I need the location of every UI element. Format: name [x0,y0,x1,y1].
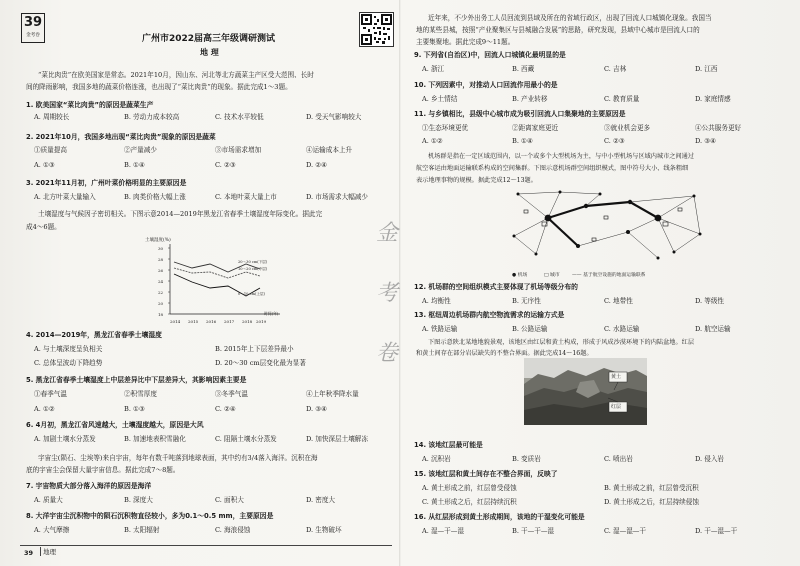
footer-subject: 地理 [40,547,58,556]
page-title: 广州市2022届高三年级调研测试 [142,34,276,44]
question-16: 16. 从红层形成到黄土形成期间，该地的干湿变化可能是 [414,513,585,521]
q6-option-b[interactable]: B. 加速地表积雪融化 [124,435,186,443]
chart-xtick-2017: 2017 [224,319,235,324]
q15-option-c[interactable]: C. 黄土形成之后，红层持续沉积 [422,498,517,506]
q10-option-a[interactable]: A. 乡土情结 [422,95,458,103]
exam-badge [21,13,45,43]
q10-option-d[interactable]: D. 家庭情感 [695,95,731,103]
qr-code [359,12,394,47]
q9-option-a[interactable]: A. 浙江 [422,65,445,73]
q3-option-a[interactable]: A. 北方叶菜大量输入 [34,193,96,201]
q6-option-d[interactable]: D. 加快深层土壤解冻 [306,435,368,443]
q16-option-c[interactable]: C. 湿—湿—干 [604,527,646,535]
question-7: 7. 宇宙物质大部分落入海洋的原因是海洋 [26,482,152,490]
q11-item-1: ①生态环境更优 [422,124,469,132]
chart-y-label: 土壤湿度(%) [145,238,171,243]
chart-ytick-30: 30 [158,246,164,251]
q11-option-c[interactable]: C. ②③ [604,137,625,145]
q14-option-c[interactable]: C. 喷出岩 [604,455,633,463]
q14-option-a[interactable]: A. 沉积岩 [422,455,451,463]
q5-item-1: ①春季气温 [34,390,67,398]
intro-dust-line2: 底的宇宙尘会保留大量宇宙信息。据此完成7～8题。 [26,466,180,474]
intro-dust-line1: 宇宙尘(陨石、尘埃等)来自宇宙，每年有数千吨落到地球表面，其中约有3/4落入海洋。沉积在海 [38,454,318,462]
q15-option-a[interactable]: A. 黄土形成之前，红层曾受侵蚀 [422,484,517,492]
airport-network-diagram [508,188,708,272]
question-2: 2. 2021年10月，我国多地出现“菜比肉贵”现象的原因是蔬菜 [26,133,216,141]
intro-migration-line2: 地的某些县城，按照“产业聚集区与县城融合发展”的思路，研究发现，县域中心城市是回流人口的 [416,26,700,34]
photo-label-redbed: 红层 [611,404,622,410]
legend-airport: ● 机场 [512,273,528,278]
q3-option-c[interactable]: C. 本地叶菜大量上市 [215,193,277,201]
q2-option-a[interactable]: A. ①③ [34,161,55,169]
q2-option-b[interactable]: B. ①④ [124,161,145,169]
chart-legend-middle: 10～20 cm(中层) [238,267,268,271]
chart-xtick-2014: 2014 [170,319,181,324]
question-13: 13. 枢纽周边机场群内航空物流需求的运输方式是 [414,311,565,319]
q9-option-c[interactable]: C. 吉林 [604,65,627,73]
q1-option-b[interactable]: B. 劳动力成本较高 [124,113,180,121]
q1-option-d[interactable]: D. 受天气影响较大 [306,113,362,121]
soil-moisture-chart [140,234,290,326]
question-3: 3. 2021年11月初，广州叶菜价格明显的主要原因是 [26,179,187,187]
q5-option-b[interactable]: B. ①③ [124,405,145,413]
q7-option-b[interactable]: B. 深度大 [124,496,153,504]
q13-option-b[interactable]: B. 公路运输 [512,325,548,333]
q5-option-c[interactable]: C. ②④ [215,405,236,413]
q10-option-c[interactable]: C. 教育质量 [604,95,640,103]
q7-option-d[interactable]: D. 密度大 [306,496,336,504]
question-9: 9. 下列省(自治区)中，回流人口城镇化最明显的是 [414,51,566,59]
intro-redbed-line1: 下图示意陕北某地地貌景观，该地区由红层和黄土构成，形成于风成沙漠环境下的内陆盆地。红层 [428,339,695,346]
chart-legend-upper: 0～10 cm(上层) [238,292,266,296]
q3-option-b[interactable]: B. 肉类价格大幅上涨 [124,193,186,201]
intro-vegetable-line2: 间的降雨影响，我国多地的蔬菜价格连涨，也出现了“菜比肉贵”的现象。据此完成1～3题。 [26,83,292,91]
question-12: 12. 机场群的空间组织模式主要体现了机场等级分布的 [414,283,578,291]
q8-option-c[interactable]: C. 海浪侵蚀 [215,526,251,534]
svg-text:考: 考 [375,281,399,306]
watermark-stamp [372,210,402,370]
photo-label-loess: 黄土 [611,374,622,380]
q5-item-4: ④上年秋季降水量 [306,390,359,398]
q11-option-d[interactable]: D. ③④ [695,137,717,145]
q11-option-a[interactable]: A. ①② [422,137,443,145]
q5-option-d[interactable]: D. ③④ [306,405,328,413]
question-15: 15. 该地红层和黄土间存在不整合界面，反映了 [414,470,558,478]
q11-option-b[interactable]: B. ①④ [512,137,533,145]
question-4: 4. 2014—2019年，黑龙江省春季土壤湿度 [26,331,162,339]
intro-airport-line3: 表示地理事物的规模。据此完成12～13题。 [416,177,537,184]
question-11: 11. 与乡镇相比，县级中心城市成为吸引回流人口集聚地的主要原因是 [414,110,626,118]
q4-option-c[interactable]: C. 总体呈波动下降趋势 [34,359,103,367]
question-10: 10. 下列因素中，对推动人口回流作用最小的是 [414,81,558,89]
q8-option-d[interactable]: D. 生物破坏 [306,526,342,534]
intro-airport-line2: 航空客运由地面运输联系构成的空间集群。下图示意机场群空间组织模式，图中符号大小、线条粗细 [416,165,689,172]
q14-option-b[interactable]: B. 变质岩 [512,455,541,463]
q13-option-d[interactable]: D. 航空运输 [695,325,731,333]
q6-option-c[interactable]: C. 阻隔土壤水分蒸发 [215,435,277,443]
q14-option-d[interactable]: D. 侵入岩 [695,455,725,463]
q16-option-a[interactable]: A. 湿—干—湿 [422,527,464,535]
q1-option-a[interactable]: A. 周期较长 [34,113,70,121]
chart-ytick-26: 26 [158,268,164,273]
q2-item-4: ④运输成本上升 [306,146,353,154]
svg-text:卷: 卷 [375,341,399,366]
q7-option-c[interactable]: C. 面积大 [215,496,244,504]
q13-option-a[interactable]: A. 铁路运输 [422,325,458,333]
q12-option-d[interactable]: D. 等级性 [695,297,725,305]
q16-option-b[interactable]: B. 干—干—湿 [512,527,555,535]
q2-option-c[interactable]: C. ②③ [215,161,236,169]
chart-ytick-22: 22 [158,290,164,295]
q8-option-b[interactable]: B. 太阳辐射 [124,526,160,534]
question-8: 8. 大洋宇宙尘沉积物中的陨石沉积物直径较小，多为0.1～0.5 mm，主要原因是 [26,512,274,520]
question-5: 5. 黑龙江省春季土壤湿度上中层差异比中下层差异大，其影响因素主要是 [26,376,247,384]
q13-option-c[interactable]: C. 水路运输 [604,325,640,333]
q12-option-a[interactable]: A. 均衡性 [422,297,451,305]
svg-text:金: 金 [375,221,399,246]
q4-option-a[interactable]: A. 与土壤深度呈负相关 [34,345,103,353]
q1-option-c[interactable]: C. 技术水平较低 [215,113,264,121]
badge-label: 金考卷 [26,33,40,38]
chart-ytick-20: 20 [158,301,164,306]
chart-xtick-2015: 2015 [188,319,199,324]
subject-title: 地 理 [200,48,219,57]
q4-option-b[interactable]: B. 2015年上下层差异最小 [215,345,294,353]
intro-soil-line2: 成4～6题。 [26,223,61,231]
question-6: 6. 4月初，黑龙江省风速越大，土壤湿度越大，原因是大风 [26,421,204,429]
chart-x-unit: 时间(年) [264,311,279,316]
q12-option-c[interactable]: C. 地带性 [604,297,633,305]
q11-item-3: ③就业机会更多 [604,124,651,132]
chart-xtick-2019: 2019 [256,319,267,324]
page-number: 39 [24,549,34,557]
intro-vegetable-line1: “菜比肉贵”在欧美国家是常态。2021年10月，因山东、河北等北方蔬菜主产区受大范围、长时 [38,71,314,79]
q2-item-3: ③市场需求增加 [215,146,262,154]
q5-option-a[interactable]: A. ①② [34,405,55,413]
intro-migration-line1: 近年来，不少外出务工人员回流到县域及所在的省域行政区，出现了回流人口城镇化现象。我国当 [428,14,712,22]
q7-option-a[interactable]: A. 质量大 [34,496,63,504]
q2-option-d[interactable]: D. ②④ [306,161,328,169]
chart-ytick-28: 28 [158,257,164,262]
q16-option-d[interactable]: D. 干—湿—干 [695,527,738,535]
chart-ytick-18: 18 [158,312,164,317]
badge-number: 39 [23,15,43,30]
right-page [400,0,800,566]
q12-option-b[interactable]: B. 无序性 [512,297,541,305]
q9-option-d[interactable]: D. 江西 [695,65,718,73]
q2-item-2: ②产量减少 [124,146,157,154]
q10-option-b[interactable]: B. 产业转移 [512,95,548,103]
question-14: 14. 该地红层最可能是 [414,441,483,449]
chart-xtick-2016: 2016 [206,319,217,324]
q4-option-d[interactable]: D. 20～30 cm层变化最为显著 [215,359,306,367]
legend-city: □ 城市 [544,273,560,278]
question-1: 1. 欧美国家“菜比肉贵”的原因是蔬菜生产 [26,101,154,109]
intro-redbed-line2: 和黄土间存在部分岩层缺失的不整合界面。据此完成14～16题。 [416,350,593,357]
q5-item-3: ③冬季气温 [215,390,248,398]
chart-xtick-2018: 2018 [242,319,253,324]
q15-option-d[interactable]: D. 黄土形成之后，红层持续侵蚀 [604,498,699,506]
chart-legend-lower: 20～30 cm(下层) [238,260,268,264]
q11-item-4: ④公共服务更好 [695,124,742,132]
q6-option-a[interactable]: A. 加剧土壤水分蒸发 [34,435,96,443]
chart-ytick-24: 24 [158,279,164,284]
legend-ground-link: —— 基于航空设施的地面运输联系 [572,273,646,278]
footer-rule [20,545,392,546]
q2-item-1: ①质量提高 [34,146,67,154]
landform-photo [524,358,647,425]
q9-option-b[interactable]: B. 西藏 [512,65,535,73]
q5-item-2: ②积雪厚度 [124,390,157,398]
intro-airport-line1: 机场群是指在一定区域范围内，以一个或多个大型机场为主，与中小型机场与区域内城市之间通过 [428,153,695,160]
intro-migration-line3: 主要集聚地。据此完成9～11题。 [416,38,515,46]
q8-option-a[interactable]: A. 大气摩擦 [34,526,70,534]
q11-item-2: ②距离家庭更近 [512,124,559,132]
q15-option-b[interactable]: B. 黄土形成之前，红层曾受沉积 [604,484,699,492]
intro-soil-line1: 土壤湿度与气候因子密切相关。下图示意2014—2019年黑龙江省春季土壤湿度年际变化。据此完 [38,210,323,218]
q3-option-d[interactable]: D. 市场需求大幅减少 [306,193,368,201]
